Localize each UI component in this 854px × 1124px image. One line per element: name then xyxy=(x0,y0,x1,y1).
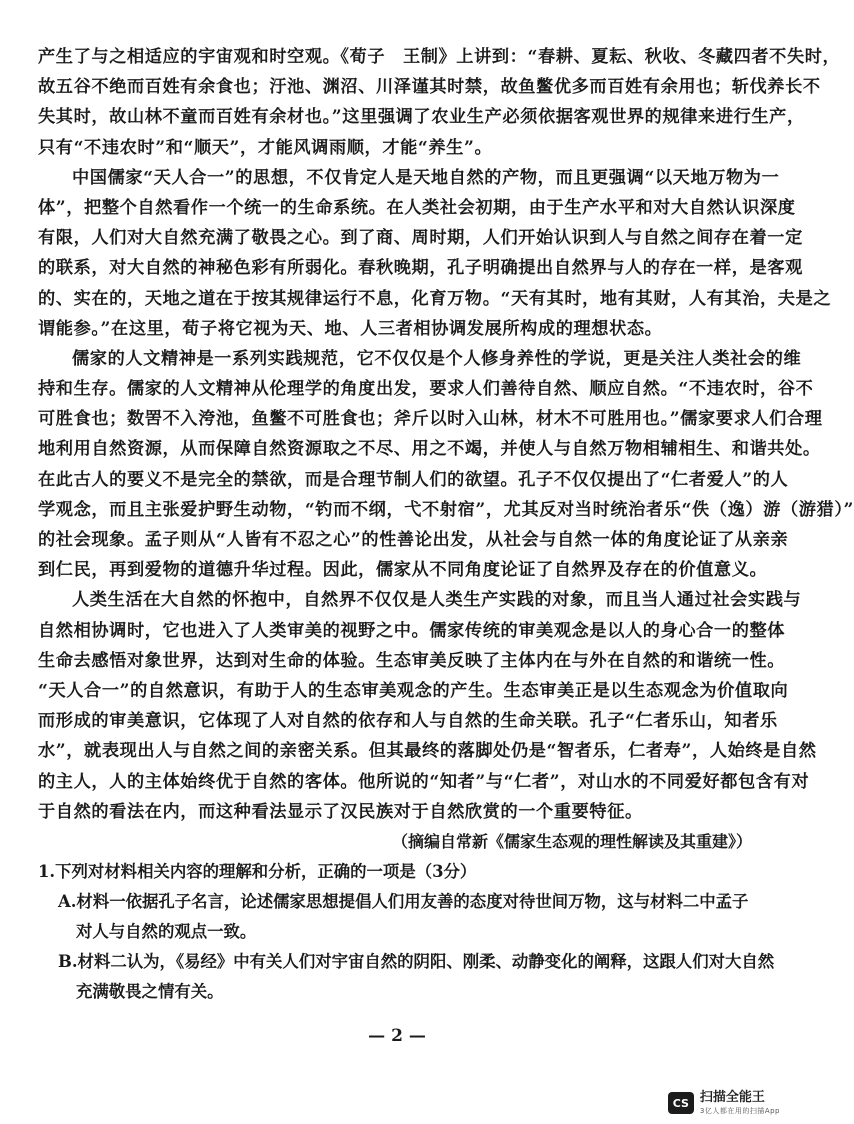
paragraph-line: 水”，就表现出人与自然之间的亲密关系。但其最终的落脚处仍是“智者乐，仁者寿”，人始终是自然 xyxy=(38,741,817,762)
paragraph-line: 地利用自然资源，从而保障自然资源取之不尽、用之不竭，并使人与自然万物相辅相生、和谐共处。 xyxy=(38,439,821,460)
paragraph-line: 在此古人的要义不是完全的禁欲，而是合理节制人们的欲望。孔子不仅仅提出了“仁者爱人”的人 xyxy=(38,469,789,490)
paragraph-line: 失其时，故山林不童而百姓有余材也。”这里强调了农业生产必须依据客观世界的规律来进行生产， xyxy=(38,107,805,128)
paragraph-line: 生命去感悟对象世界，达到对生命的体验。生态审美反映了主体内在与外在自然的和谐统一性。 xyxy=(38,650,786,671)
paragraph-line: 学观念，而且主张爱护野生动物，“钓而不纲，弋不射宿”，尤其反对当时统治者乐“佚（逸）游（游猎）” xyxy=(38,499,854,520)
answer-option-line: 充满敬畏之情有关。 xyxy=(76,981,224,1001)
answer-option-line: 对人与自然的观点一致。 xyxy=(76,921,257,941)
paragraph-line: 体”，把整个自然看作一个统一的生命系统。在人类社会初期，由于生产水平和对大自然认识深度 xyxy=(38,197,796,218)
paragraph-line: 于自然的看法在内，而这种看法显示了汉民族对于自然欣赏的一个重要特征。 xyxy=(38,801,643,822)
document-body xyxy=(38,42,854,1007)
answer-option-line: B.材料二认为，《易经》中有关人们对宇宙自然的阴阳、刚柔、动静变化的阐释，这跟人们对大自然 xyxy=(58,951,775,971)
paragraph-line: 的主人，人的主体始终优于自然的客体。他所说的“知者”与“仁者”，对山水的不同爱好都包含有对 xyxy=(38,771,810,792)
paragraph-line: 到仁民，再到爱物的道德升华过程。因此，儒家从不同角度论证了自然界及存在的价值意义。 xyxy=(38,560,768,581)
paragraph-line: 有限，人们对大自然充满了敬畏之心。到了商、周时期，人们开始认识到人与自然之间存在着一定 xyxy=(38,228,803,249)
page-number: — 2 — xyxy=(368,1026,426,1046)
paragraph-line: 自然相协调时，它也进入了人类审美的视野之中。儒家传统的审美观念是以人的身心合一的整体 xyxy=(38,620,786,641)
source-citation: （摘编自常新《儒家生态观的理性解读及其重建》） xyxy=(391,831,752,851)
paragraph-line: 而形成的审美意识，它体现了人对自然的依存和人与自然的生命关联。孔子“仁者乐山，知者乐 xyxy=(38,711,778,732)
paragraph-line: 产生了与之相适应的宇宙观和时空观。《荀子 王制》上讲到：“春耕、夏耘、秋收、冬藏四者不失时， xyxy=(38,47,841,67)
answer-option-line: A.材料一依据孔子名言，论述儒家思想提倡人们用友善的态度对待世间万物，这与材料二中孟子 xyxy=(58,891,749,911)
watermark-tagline: 3亿人都在用的扫描App xyxy=(699,1107,780,1115)
paragraph-line: 中国儒家“天人合一”的思想，不仅肯定人是天地自然的产物，而且更强调“以天地万物为一 xyxy=(72,167,780,188)
question-stem: 1.下列对材料相关内容的理解和分析，正确的一项是（3分） xyxy=(38,861,477,881)
paragraph-line: 儒家的人文精神是一系列实践规范，它不仅仅是个人修身养性的学说，更是关注人类社会的维 xyxy=(72,348,802,369)
paragraph-line: 可胜食也；数罟不入洿池，鱼鳖不可胜食也；斧斤以时入山林，材木不可胜用也。”儒家要求人们合理 xyxy=(38,409,823,430)
paragraph-line: 只有“不违农时”和“顺天”，才能风调雨顺，才能“养生”。 xyxy=(38,137,493,158)
paragraph-line: 持和生存。儒家的人文精神从伦理学的角度出发，要求人们善待自然、顺应自然。“不违农时，谷不 xyxy=(38,379,814,400)
paragraph-line: 谓能参。”在这里，荀子将它视为天、地、人三者相协调发展所构成的理想状态。 xyxy=(38,318,663,339)
paragraph-line: “天人合一”的自然意识，有助于人的生态审美观念的产生。生态审美正是以生态观念为价值取向 xyxy=(38,680,789,701)
paragraph-line: 的联系，对大自然的神秘色彩有所弱化。春秋晚期，孔子明确提出自然界与人的存在一样，是客观 xyxy=(38,258,803,279)
paragraph-line: 的、实在的，天地之道在于按其规律运行不息，化育万物。“天有其时，地有其财，人有其治，夫是之 xyxy=(38,288,832,309)
paragraph-line: 故五谷不绝而百姓有余食也；汙池、渊沼、川泽谨其时禁，故鱼鳖优多而百姓有余用也；斩伐养长不 xyxy=(38,77,821,98)
paragraph-line: 人类生活在大自然的怀抱中，自然界不仅仅是人类生产实践的对象，而且当人通过社会实践与 xyxy=(72,590,802,611)
camscanner-watermark xyxy=(668,1090,780,1116)
watermark-name: 扫描全能王 xyxy=(699,1090,765,1105)
camscanner-logo-icon: CS xyxy=(668,1092,694,1114)
paragraph-line: 的社会现象。孟子则从“人皆有不忍之心”的性善论出发，从社会与自然一体的角度论证了从亲亲 xyxy=(38,530,789,550)
